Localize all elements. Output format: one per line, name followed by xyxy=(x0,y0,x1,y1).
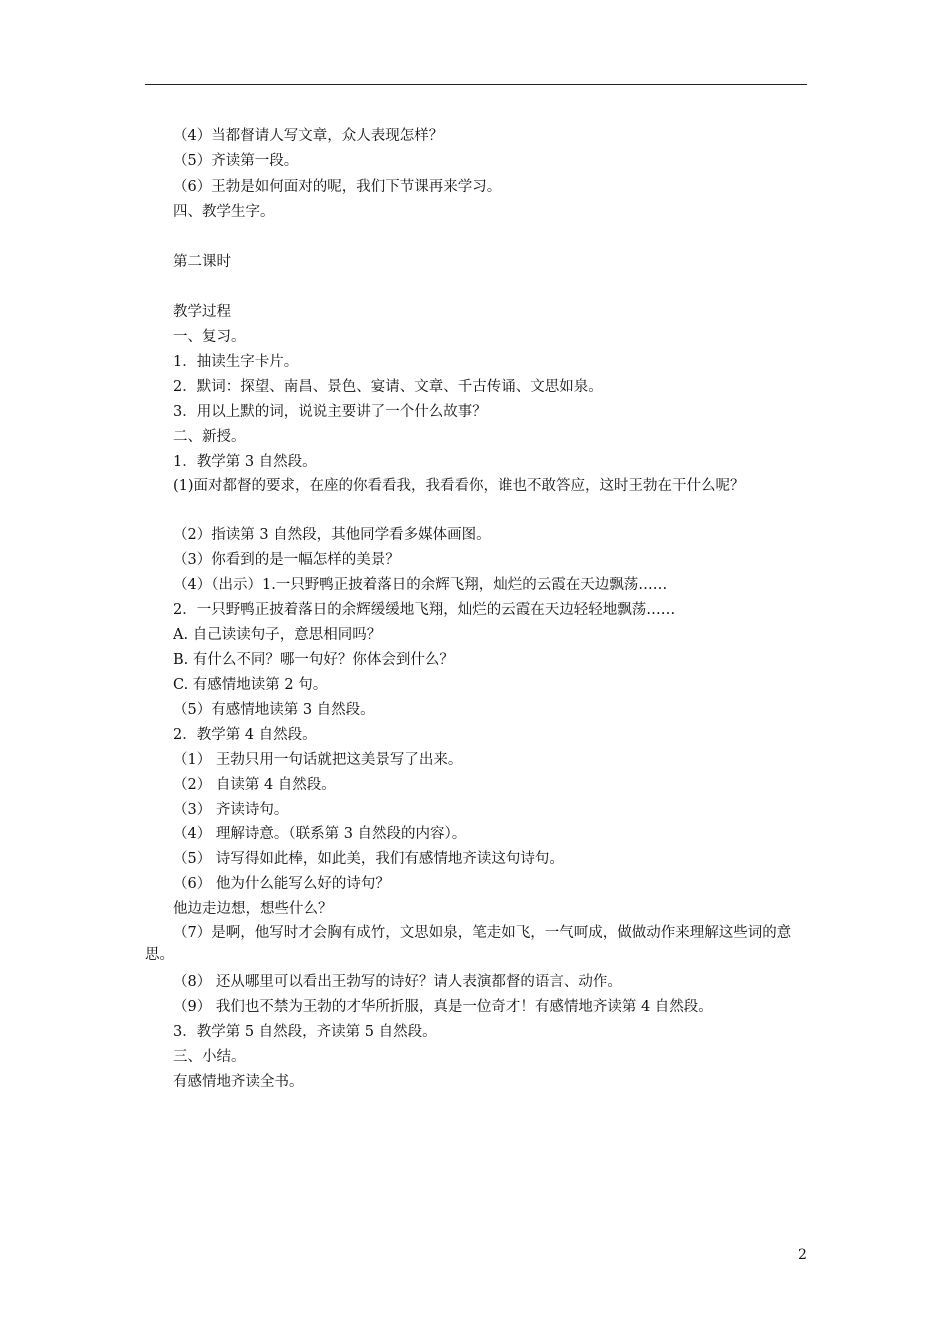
text-line: （5） 诗写得如此棒，如此美，我们有感情地齐读这句诗句。 xyxy=(173,851,564,867)
text-line: 一、复习。 xyxy=(173,329,246,345)
text-line: （6） 他为什么能写么好的诗句？ xyxy=(173,876,390,892)
text-paragraph: （7）是啊，他写时才会胸有成竹，文思如泉，笔走如飞，一气呵成，做做动作来理解这些词的意思。 xyxy=(145,925,792,963)
page-number: 2 xyxy=(798,1247,807,1263)
text-line: 3．用以上默的词，说说主要讲了一个什么故事？ xyxy=(173,404,487,420)
text-line: 二、新授。 xyxy=(173,429,246,445)
text-line: （1） 王勃只用一句话就把这美景写了出来。 xyxy=(173,752,463,768)
text-line: 有感情地齐读全书。 xyxy=(173,1074,304,1090)
text-line: （2） 自读第 4 自然段。 xyxy=(173,777,336,793)
header-rule xyxy=(145,84,807,85)
text-line: 2．教学第 4 自然段。 xyxy=(173,727,317,743)
text-line: 2．一只野鸭正披着落日的余辉缓缓地飞翔，灿烂的云霞在天边轻轻地飘荡…… xyxy=(173,602,676,618)
text-line: C. 有感情地读第 2 句。 xyxy=(173,677,328,693)
text-line: （5）有感情地读第 3 自然段。 xyxy=(173,702,375,718)
text-line: （4）当都督请人写文章，众人表现怎样？ xyxy=(173,128,444,144)
text-line: 1．教学第 3 自然段。 xyxy=(173,454,317,470)
text-line: 1．抽读生字卡片。 xyxy=(173,354,299,370)
text-line: （4） 理解诗意。（联系第 3 自然段的内容）。 xyxy=(173,826,467,842)
section-heading: 第二课时 xyxy=(173,254,231,270)
text-line: （8） 还从哪里可以看出王勃写的诗好？请人表演都督的语言、动作。 xyxy=(173,974,622,990)
text-line: A. 自己读读句子，意思相同吗？ xyxy=(173,627,382,643)
text-line: 三、小结。 xyxy=(173,1049,246,1065)
text-line: 他边走边想，想些什么？ xyxy=(173,901,333,917)
text-line: （4）（出示）1.一只野鸭正披着落日的余辉飞翔，灿烂的云霞在天边飘荡…… xyxy=(173,577,668,593)
text-line: （3） 齐读诗句。 xyxy=(173,802,289,818)
text-line: （3）你看到的是一幅怎样的美景？ xyxy=(173,552,400,568)
text-line: B. 有什么不同？哪一句好？你体会到什么？ xyxy=(173,652,454,668)
text-line: 四、教学生字。 xyxy=(173,204,275,220)
text-line: （9） 我们也不禁为王勃的才华所折服，真是一位奇才！有感情地齐读第 4 自然段。 xyxy=(173,999,713,1015)
text-line: （6）王勃是如何面对的呢，我们下节课再来学习。 xyxy=(173,179,502,195)
text-line: 3．教学第 5 自然段，齐读第 5 自然段。 xyxy=(173,1024,437,1040)
text-line: 2．默词：探望、南昌、景色、宴请、文章、千古传诵、文思如泉。 xyxy=(173,379,603,395)
text-line: 教学过程 xyxy=(173,304,231,320)
text-line: （2）指读第 3 自然段，其他同学看多媒体画图。 xyxy=(173,527,491,543)
text-line: (1)面对都督的要求，在座的你看看我，我看看你，谁也不敢答应，这时王勃在干什么呢？ xyxy=(173,478,745,494)
text-line: （5）齐读第一段。 xyxy=(173,153,299,169)
